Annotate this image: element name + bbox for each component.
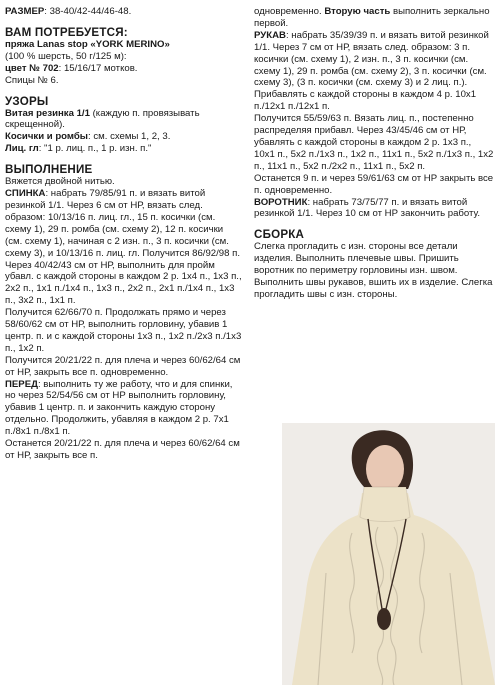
assembly-text: Слегка прогладить с изн. стороны все детали изделия. Выполнить плечевые швы. Пришить воротник по периметру горловины изн. швом. Выполнить швы рукавов, вшить их в изделие. Слегка прогладить швы с изн. стороны. bbox=[254, 241, 496, 300]
collar-paragraph bbox=[254, 197, 494, 221]
intro-bold: Вторую часть bbox=[324, 6, 391, 17]
model-photo-illustration bbox=[282, 423, 495, 685]
cables-label: Косички и ромбы bbox=[5, 131, 89, 143]
right-column bbox=[254, 6, 497, 301]
sleeve-label: РУКАВ bbox=[254, 29, 286, 41]
yarn-brand: «YORK MERINO» bbox=[90, 38, 170, 50]
color-label: цвет № 702 bbox=[5, 62, 59, 74]
sleeve-paragraph-2: Получится 55/59/63 п. Вязать лиц. п., постепенно распределяя прибавл. Через 43/45/46 см от НР, убавлять с каждой стороны в каждом 2 р. 1х3 п., 10х1 п., 5х2 п./1х3 п., 1х2 п., 11х1 п., 5х2 п./1х3 п., 1х2 п., 11х1 п., 5х2 п./2х2 п., 11х1 п., 5х2 п. bbox=[254, 113, 497, 172]
size-value: : 38-40/42-44/46-48. bbox=[44, 6, 132, 17]
back-label: СПИНКА bbox=[5, 188, 46, 200]
left-column bbox=[5, 6, 243, 462]
work-heading: ВЫПОЛНЕНИЕ bbox=[5, 163, 93, 177]
assembly-heading: СБОРКА bbox=[254, 228, 305, 242]
back-paragraph-3: Получится 20/21/22 п. для плеча и через 60/62/64 см от НР, закрыть все п. одновременно. bbox=[5, 354, 244, 378]
cables-line bbox=[5, 131, 243, 143]
sleeve-paragraph bbox=[254, 30, 494, 113]
size-line bbox=[5, 6, 243, 18]
front-paragraph-2: Останется 20/21/22 п. для плеча и через 60/62/64 см от НР, закрыть все п. bbox=[5, 438, 243, 461]
intro-plain: одновременно. bbox=[254, 6, 325, 17]
color-line bbox=[5, 63, 243, 75]
back-text: : набрать 79/85/91 п. и вязать витой резинкой 1/1. Через 6 см от НР, вязать след. образом: 10/13/16 п. лиц. гл., 15 п. косички (см. схему 1), 29 п. ромба (см. схему 2), 12 п. косички (см. схему 1), начиная с 2 изн. п., 3 п. косички (см. схему 3), и 10/13/16 п. лиц. гл. Получится 86/92/98 п. Через 40/42/43 см от НР, выполнить для пройм убавл. с каждой стороны в каждом 2 р. 1х4 п., 1х3 п., 2х2 п., 1х1 п./1х4 п., 1х3 п., 2х2 п., 2х1 п./1х4 п., 1х3 п., 3х2 п., 1х1 п. bbox=[5, 188, 245, 307]
front-text: : выполнить ту же работу, что и для спинки, но через 52/54/56 см от НР выполнить горловину, убавив 1 центр. п. и закончить каждую сторону отдельно. Продолжить, убавляя в каждом 2 р. 7х1 п./8х1 п./8х1 п. bbox=[5, 378, 236, 438]
stst-label: Лиц. гл bbox=[5, 143, 39, 155]
intro-rest: выполнить зеркально первой. bbox=[254, 6, 493, 29]
sleeve-text: : набрать 35/39/39 п. и вязать витой резинкой 1/1. Через 7 см от НР, вязать след. образом: 3 п. косички (см. схему 1), 2 изн. п., 3 п. косички (см. схему 1), 29 п. ромба (см. схему 2), 3 п. косички (см. схему 3), (3 п. косички (см. схему 3) и 2 лиц. п.). Прибавлять с каждой стороны в каждом 4 р. 10х1 п./12х1 п./12х1 п. bbox=[254, 29, 492, 113]
collar-label: ВОРОТНИК bbox=[254, 196, 308, 208]
composition-line: (100 % шерсть, 50 г/125 м): bbox=[5, 50, 127, 62]
collar-text: : набрать 73/75/77 п. и вязать витой резинкой 1/1. Через 10 см от НР закончить работу. bbox=[254, 196, 481, 220]
front-label: ПЕРЕД bbox=[5, 378, 38, 390]
model-photo bbox=[282, 423, 495, 685]
front-paragraph bbox=[5, 379, 243, 439]
yarn-line bbox=[5, 39, 243, 51]
cables-text: : см. схемы 1, 2, 3. bbox=[88, 131, 171, 143]
patterns-heading: УЗОРЫ bbox=[5, 94, 49, 108]
rib-line bbox=[5, 108, 243, 132]
stst-text: : "1 р. лиц. п., 1 р. изн. п." bbox=[38, 143, 152, 155]
work-intro: Вяжется двойной нитью. bbox=[5, 176, 115, 188]
stst-line bbox=[5, 143, 243, 155]
amount-text: : 15/16/17 мотков. bbox=[58, 62, 138, 74]
back-paragraph bbox=[5, 188, 243, 307]
second-part-paragraph bbox=[254, 6, 494, 30]
back-paragraph-2: Получится 62/66/70 п. Продолжать прямо и через 58/60/62 см от НР, выполнить горловину, убавив 1 центр. п. и с каждой стороны 1х3 п., 1х2 п./2х3 п./1х3 п., 1х2 п. bbox=[5, 307, 244, 354]
size-label: РАЗМЕР bbox=[5, 6, 45, 17]
sleeve-paragraph-3: Останется 9 п. и через 59/61/63 см от НР закрыть все п. одновременно. bbox=[254, 172, 496, 196]
rib-label: Витая резинка 1/1 bbox=[5, 107, 90, 119]
needles-line: Спицы № 6. bbox=[5, 74, 59, 86]
yarn-plain: пряжа Lanas stop bbox=[5, 38, 91, 50]
need-heading: ВАМ ПОТРЕБУЕТСЯ: bbox=[5, 25, 128, 39]
rib-text: (каждую п. провязывать скрещенной). bbox=[5, 107, 203, 131]
